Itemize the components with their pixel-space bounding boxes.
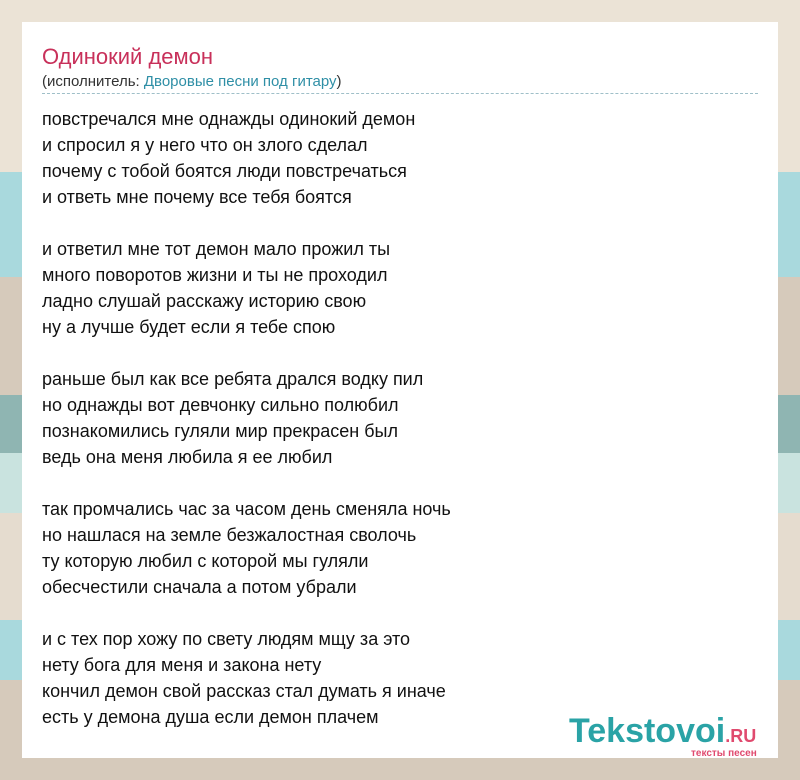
lyrics-line: ту которую любил с которой мы гуляли (42, 551, 369, 571)
lyrics-line: ладно слушай расскажу историю свою (42, 291, 367, 311)
artist-prefix: (исполнитель: (42, 73, 144, 90)
lyrics-line: так промчались час за часом день сменяла ночь (42, 499, 451, 519)
lyrics-stanza-4 (42, 496, 758, 600)
logo-tagline: тексты песен (691, 748, 757, 759)
lyrics-line: раньше был как все ребята дрался водку пил (42, 369, 424, 389)
site-logo[interactable] (569, 712, 769, 760)
lyrics-line: ведь она меня любила я ее любил (42, 447, 333, 467)
lyrics-stanza-3 (42, 366, 758, 470)
lyrics-line: почему с тобой боятся люди повстречаться (42, 161, 407, 181)
lyrics-line: и с тех пор хожу по свету людям мщу за это (42, 629, 411, 649)
lyrics-line: и ответь мне почему все тебя боятся (42, 187, 352, 207)
lyrics-line: но однажды вот девчонку сильно полюбил (42, 395, 399, 415)
artist-line (42, 73, 342, 91)
song-title: Одинокий демон (42, 44, 214, 69)
lyrics-line: но нашлася на земле безжалостная сволочь (42, 525, 417, 545)
lyrics-stanza-2 (42, 236, 758, 340)
lyrics-line: и ответил мне тот демон мало прожил ты (42, 239, 391, 259)
lyrics-body (42, 106, 758, 756)
lyrics-line: познакомились гуляли мир прекрасен был (42, 421, 399, 441)
lyrics-line: повстречался мне однажды одинокий демон (42, 109, 416, 129)
logo-domain: .RU (725, 726, 757, 746)
lyrics-line: есть у демона душа если демон плачем (42, 707, 379, 727)
lyrics-line: нету бога для меня и закона нету (42, 655, 322, 675)
title-divider (42, 93, 758, 94)
lyrics-line: кончил демон свой рассказ стал думать я иначе (42, 681, 446, 701)
logo-main-text: Tekstovoi (569, 712, 726, 750)
artist-suffix: ) (336, 73, 342, 90)
lyrics-line: и спросил я у него что он злого сделал (42, 135, 368, 155)
lyrics-line: ну а лучше будет если я тебе спою (42, 317, 336, 337)
lyrics-stanza-1 (42, 106, 758, 210)
lyrics-line: обесчестили сначала а потом убрали (42, 577, 357, 597)
artist-link[interactable]: Дворовые песни под гитару (143, 73, 337, 90)
lyrics-line: много поворотов жизни и ты не проходил (42, 265, 388, 285)
lyrics-card (22, 22, 778, 758)
